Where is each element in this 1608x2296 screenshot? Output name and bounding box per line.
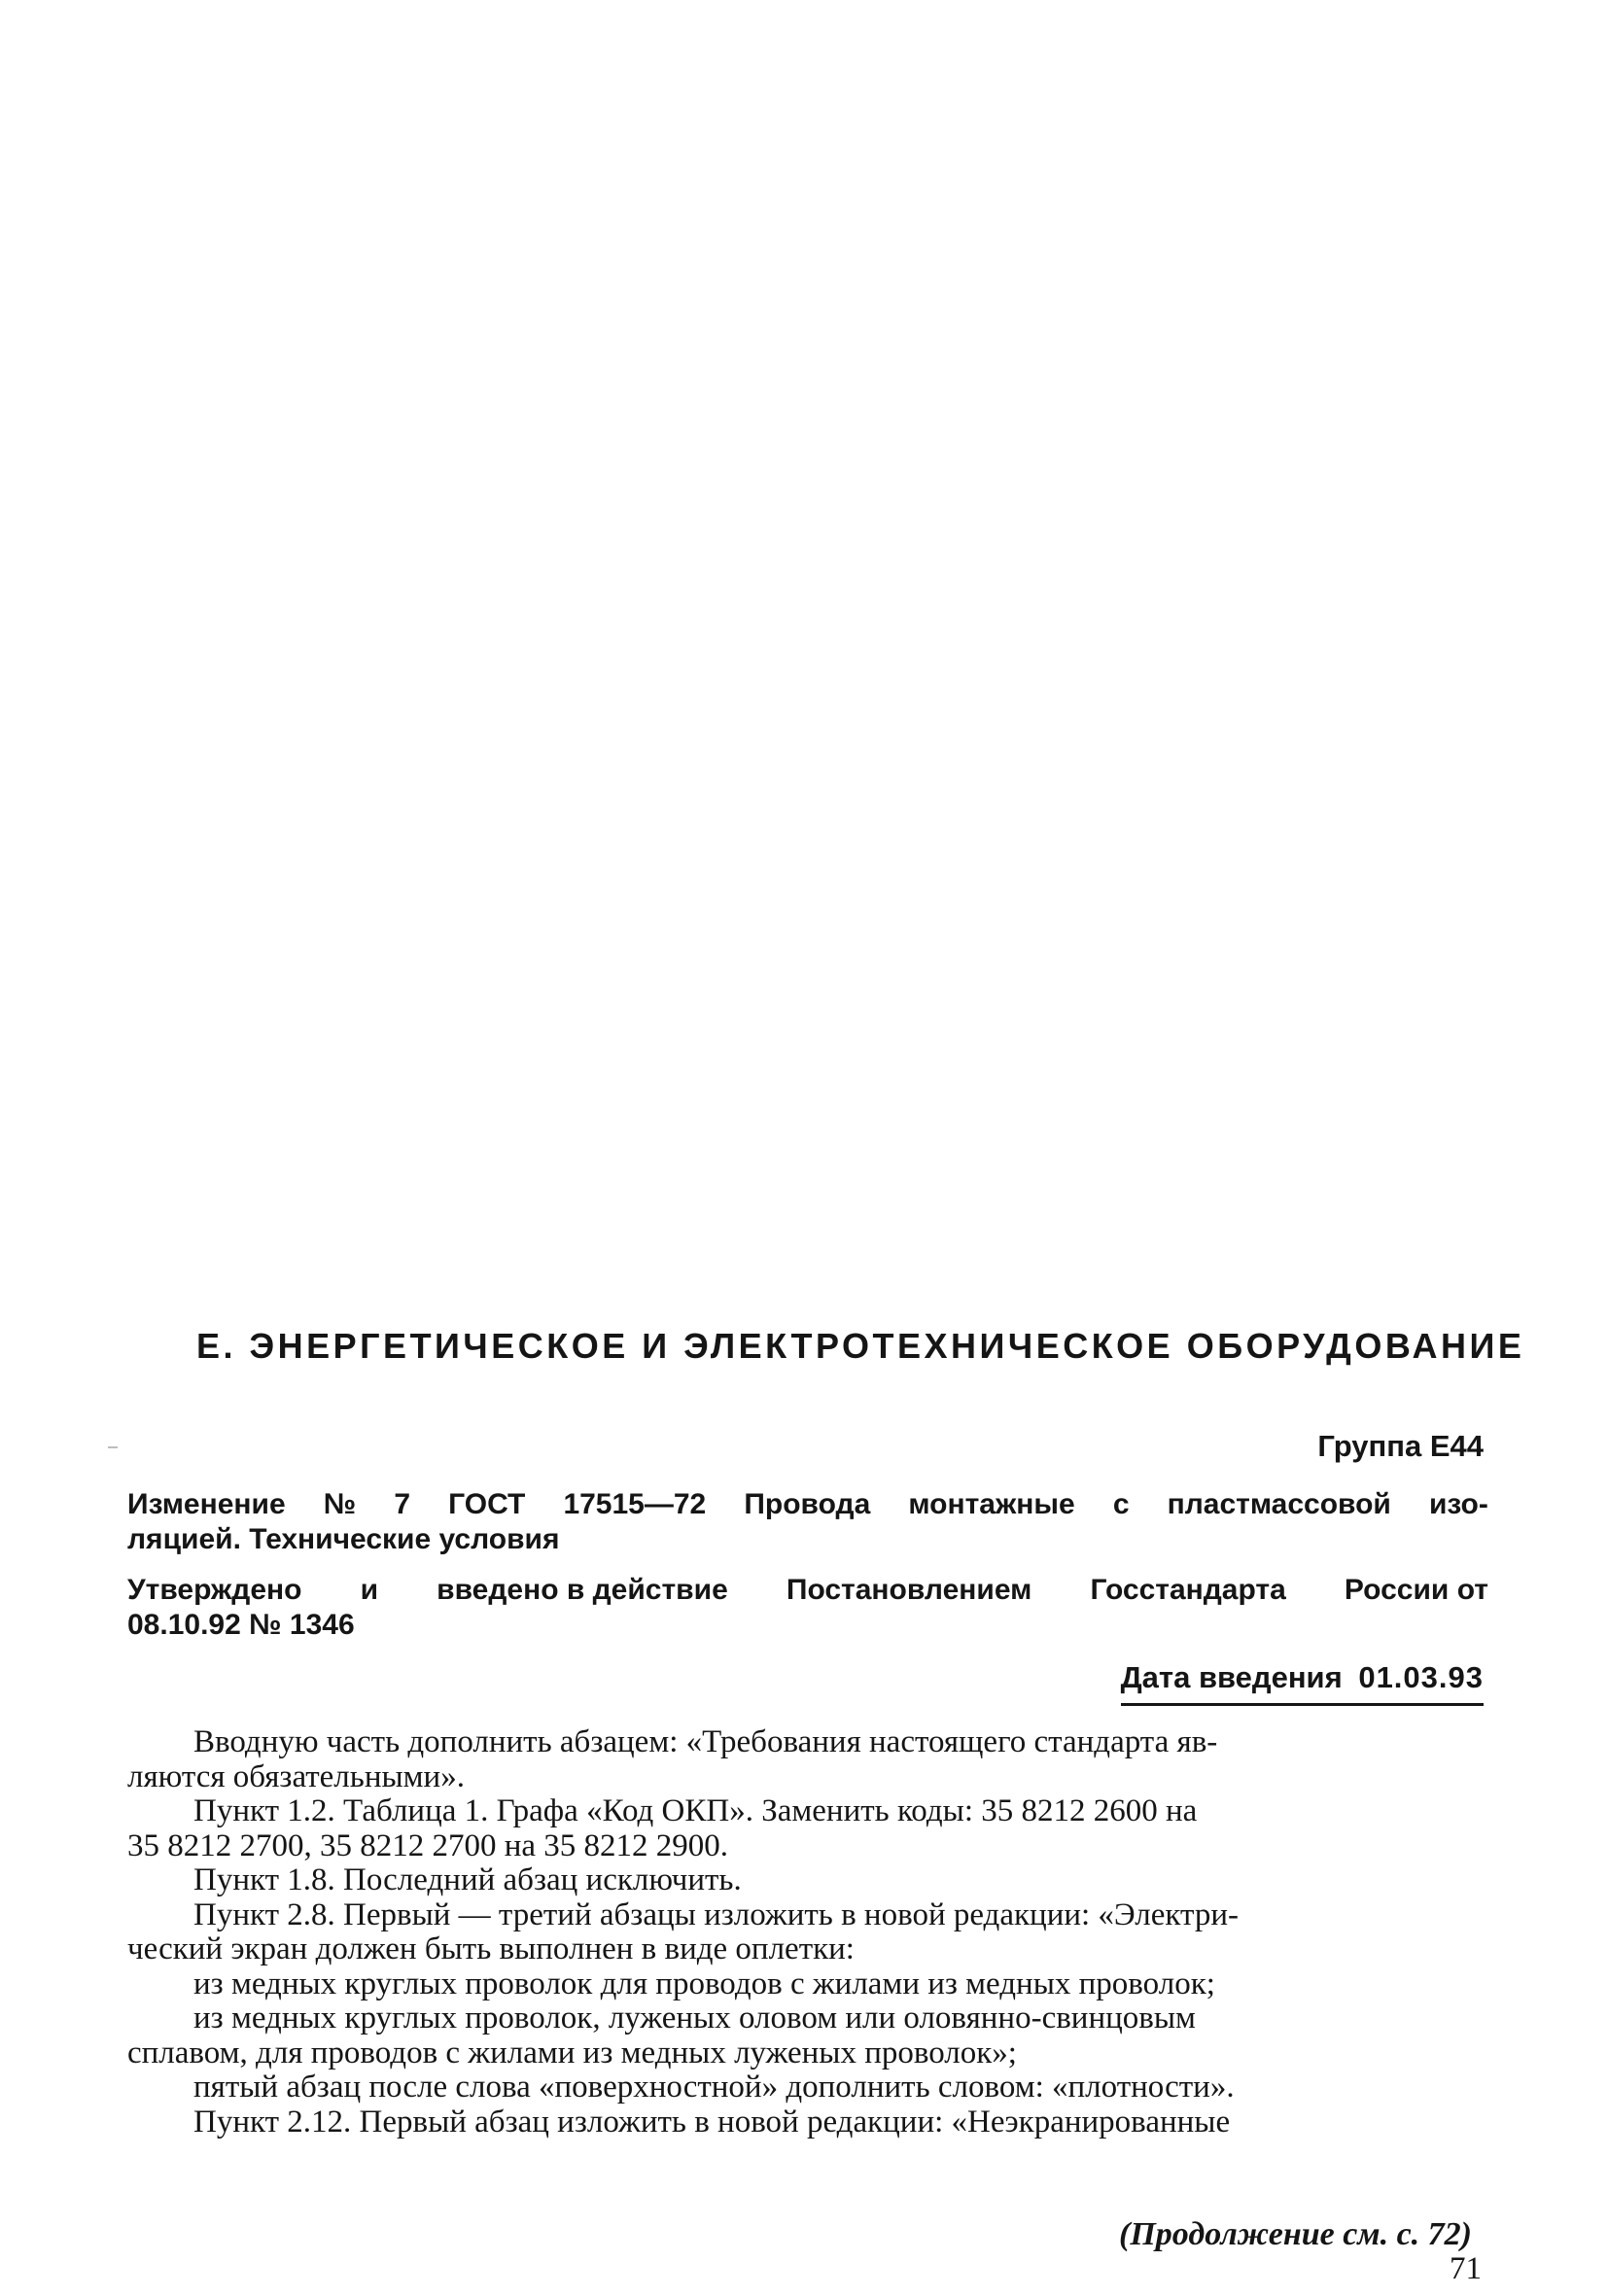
approval-word: Госстандарта <box>1090 1574 1286 1606</box>
group-label: Группа Е44 <box>1317 1429 1484 1463</box>
amendment-text <box>127 1725 1488 2139</box>
change-word: монтажные <box>908 1488 1075 1520</box>
change-word: изо- <box>1428 1488 1488 1520</box>
change-word: ГОСТ <box>448 1488 526 1520</box>
section-title: Е. ЭНЕРГЕТИЧЕСКОЕ И ЭЛЕКТРОТЕХНИЧЕСКОЕ ОБОРУДОВАНИЕ <box>196 1326 1525 1366</box>
change-word: 7 <box>394 1488 411 1520</box>
paragraph-line: сплавом, для проводов с жилами из медных луженых проволок»; <box>127 2035 1017 2070</box>
paragraph-line: Вводную часть дополнить абзацем: «Требования настоящего стандарта яв- <box>193 1724 1218 1759</box>
change-heading-line-1 <box>127 1487 1488 1522</box>
date-label: Дата введения <box>1120 1660 1343 1694</box>
page-number: 71 <box>1450 2251 1482 2286</box>
change-word: Провода <box>744 1488 871 1520</box>
effective-date <box>1121 1660 1484 1706</box>
change-heading <box>127 1487 1488 1557</box>
paragraph-line: Пункт 2.8. Первый — третий абзацы изложить в новой редакции: «Электри- <box>193 1896 1239 1932</box>
paragraph-line: из медных круглых проволок для проводов с жилами из медных проволок; <box>193 1966 1215 2001</box>
scan-mark <box>108 1446 118 1448</box>
paragraph-line: ляются обязательными». <box>127 1758 465 1794</box>
approval-word: Утверждено <box>127 1574 302 1606</box>
change-word: пластмассовой <box>1167 1488 1391 1520</box>
change-word: Изменение <box>127 1488 286 1520</box>
approval-statement <box>127 1573 1488 1643</box>
approval-word: введено в действие <box>437 1574 728 1606</box>
approval-word: России от <box>1344 1574 1488 1606</box>
paragraph-line: Пункт 1.8. Последний абзац исключить. <box>193 1862 742 1897</box>
approval-word: и <box>360 1574 379 1606</box>
paragraph-line: из медных круглых проволок, луженых оловом или оловянно-свинцовым <box>193 2000 1196 2035</box>
change-word: 17515—72 <box>563 1488 707 1520</box>
approval-word: Постановлением <box>786 1574 1032 1606</box>
change-heading-line-2: ляцией. Технические условия <box>127 1523 560 1555</box>
approval-line-1 <box>127 1573 1488 1608</box>
paragraph-line: 35 8212 2700, 35 8212 2700 на 35 8212 2900. <box>127 1827 729 1863</box>
paragraph-line: ческий экран должен быть выполнен в виде оплетки: <box>127 1931 855 1966</box>
continued-note: (Продолжение см. с. 72) <box>1119 2216 1472 2252</box>
paragraph-line: пятый абзац после слова «поверхностной» дополнить словом: «плотности». <box>193 2070 1235 2105</box>
paragraph-line: Пункт 2.12. Первый абзац изложить в новой редакции: «Неэкранированные <box>193 2104 1231 2139</box>
date-value: 01.03.93 <box>1358 1660 1484 1694</box>
approval-line-2: 08.10.92 № 1346 <box>127 1609 355 1641</box>
paragraph-line: Пункт 1.2. Таблица 1. Графа «Код ОКП». Заменить коды: 35 8212 2600 на <box>193 1793 1198 1828</box>
change-word: № <box>323 1488 357 1520</box>
change-word: с <box>1112 1488 1130 1520</box>
